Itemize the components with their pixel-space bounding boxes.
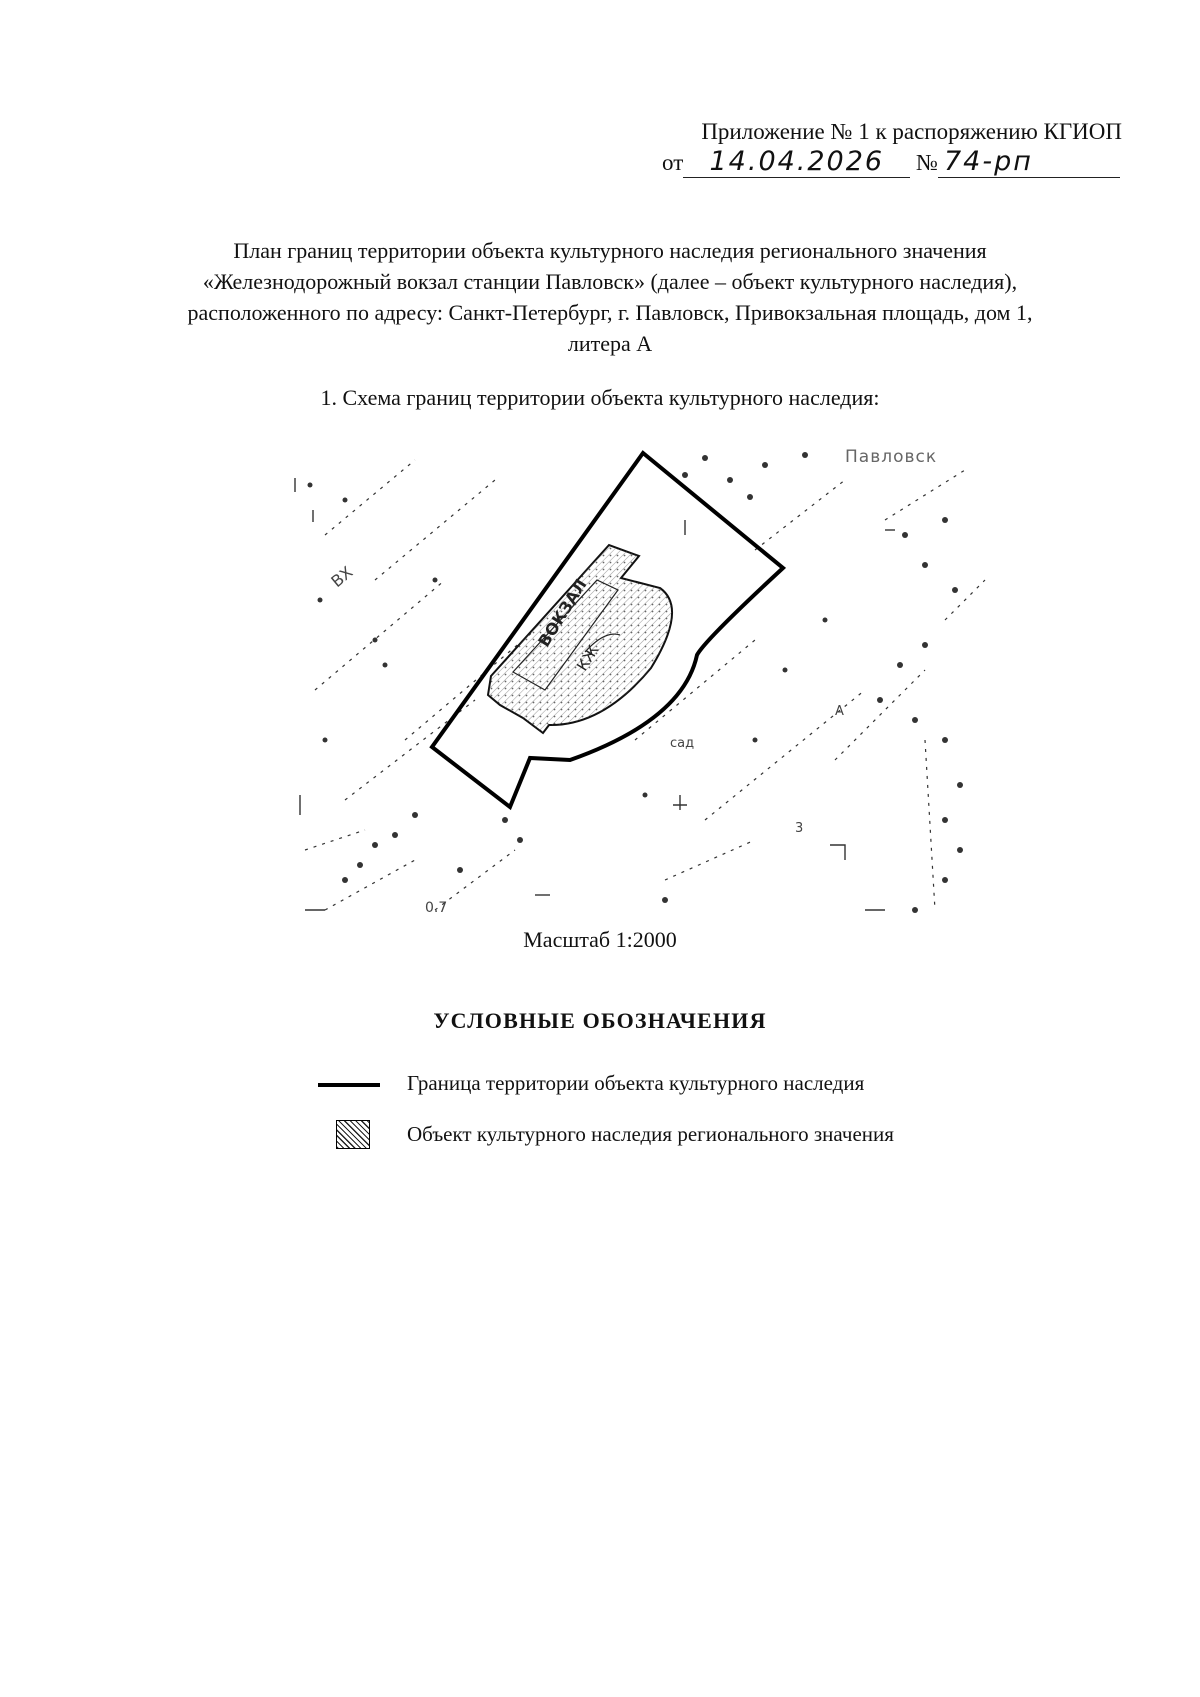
handwritten-number: 74-рп — [938, 147, 1120, 178]
appendix-text: Приложение № 1 к распоряжению КГИОП — [701, 119, 1122, 144]
heritage-building — [488, 545, 672, 733]
section-title: 1. Схема границ территории объекта культурного наследия: — [320, 385, 880, 410]
map-label-town: Павловск — [845, 447, 938, 467]
legend-item-label: Граница территории объекта культурного наследия — [407, 1071, 865, 1095]
title-line: План границ территории объекта культурного наследия регионального значения — [233, 238, 987, 263]
legend-item-label: Объект культурного наследия регионального значения — [407, 1122, 894, 1146]
map-label-elevation: 0.7 — [425, 900, 448, 916]
map-label-small-number: 3 — [795, 821, 804, 836]
title-line: «Железнодорожный вокзал станции Павловск» (далее – объект культурного наследия), — [202, 269, 1018, 294]
hatched-square-symbol — [336, 1120, 370, 1149]
map-label-kzh: КЖ — [573, 641, 603, 675]
number-prefix: № — [916, 150, 938, 175]
legend-item-boundary — [0, 1070, 1200, 1102]
legend-title: УСЛОВНЫЕ ОБОЗНАЧЕНИЯ — [433, 1008, 767, 1033]
title-line: расположенного по адресу: Санкт-Петербург, г. Павловск, Привокзальная площадь, дом 1, — [187, 300, 1033, 325]
map-label-sad: сад — [670, 736, 695, 751]
map-label-vx: ВХ — [327, 562, 357, 592]
handwritten-date: 14.04.2026 — [683, 147, 910, 178]
legend-item-heritage-object — [0, 1118, 1200, 1152]
boundary-map — [285, 440, 1005, 920]
date-prefix: от — [662, 150, 684, 175]
document-title — [110, 235, 1110, 359]
date-number-line — [662, 147, 1120, 178]
background-map-marks — [295, 452, 985, 913]
map-label-vokzal: ВОКЗАЛ — [534, 575, 591, 651]
boundary-line-symbol — [318, 1083, 380, 1087]
scale-label: Масштаб 1:2000 — [523, 927, 677, 952]
title-line: литера А — [567, 331, 653, 356]
map-label-building-letter: А — [835, 704, 844, 719]
appendix-line — [701, 118, 1122, 146]
